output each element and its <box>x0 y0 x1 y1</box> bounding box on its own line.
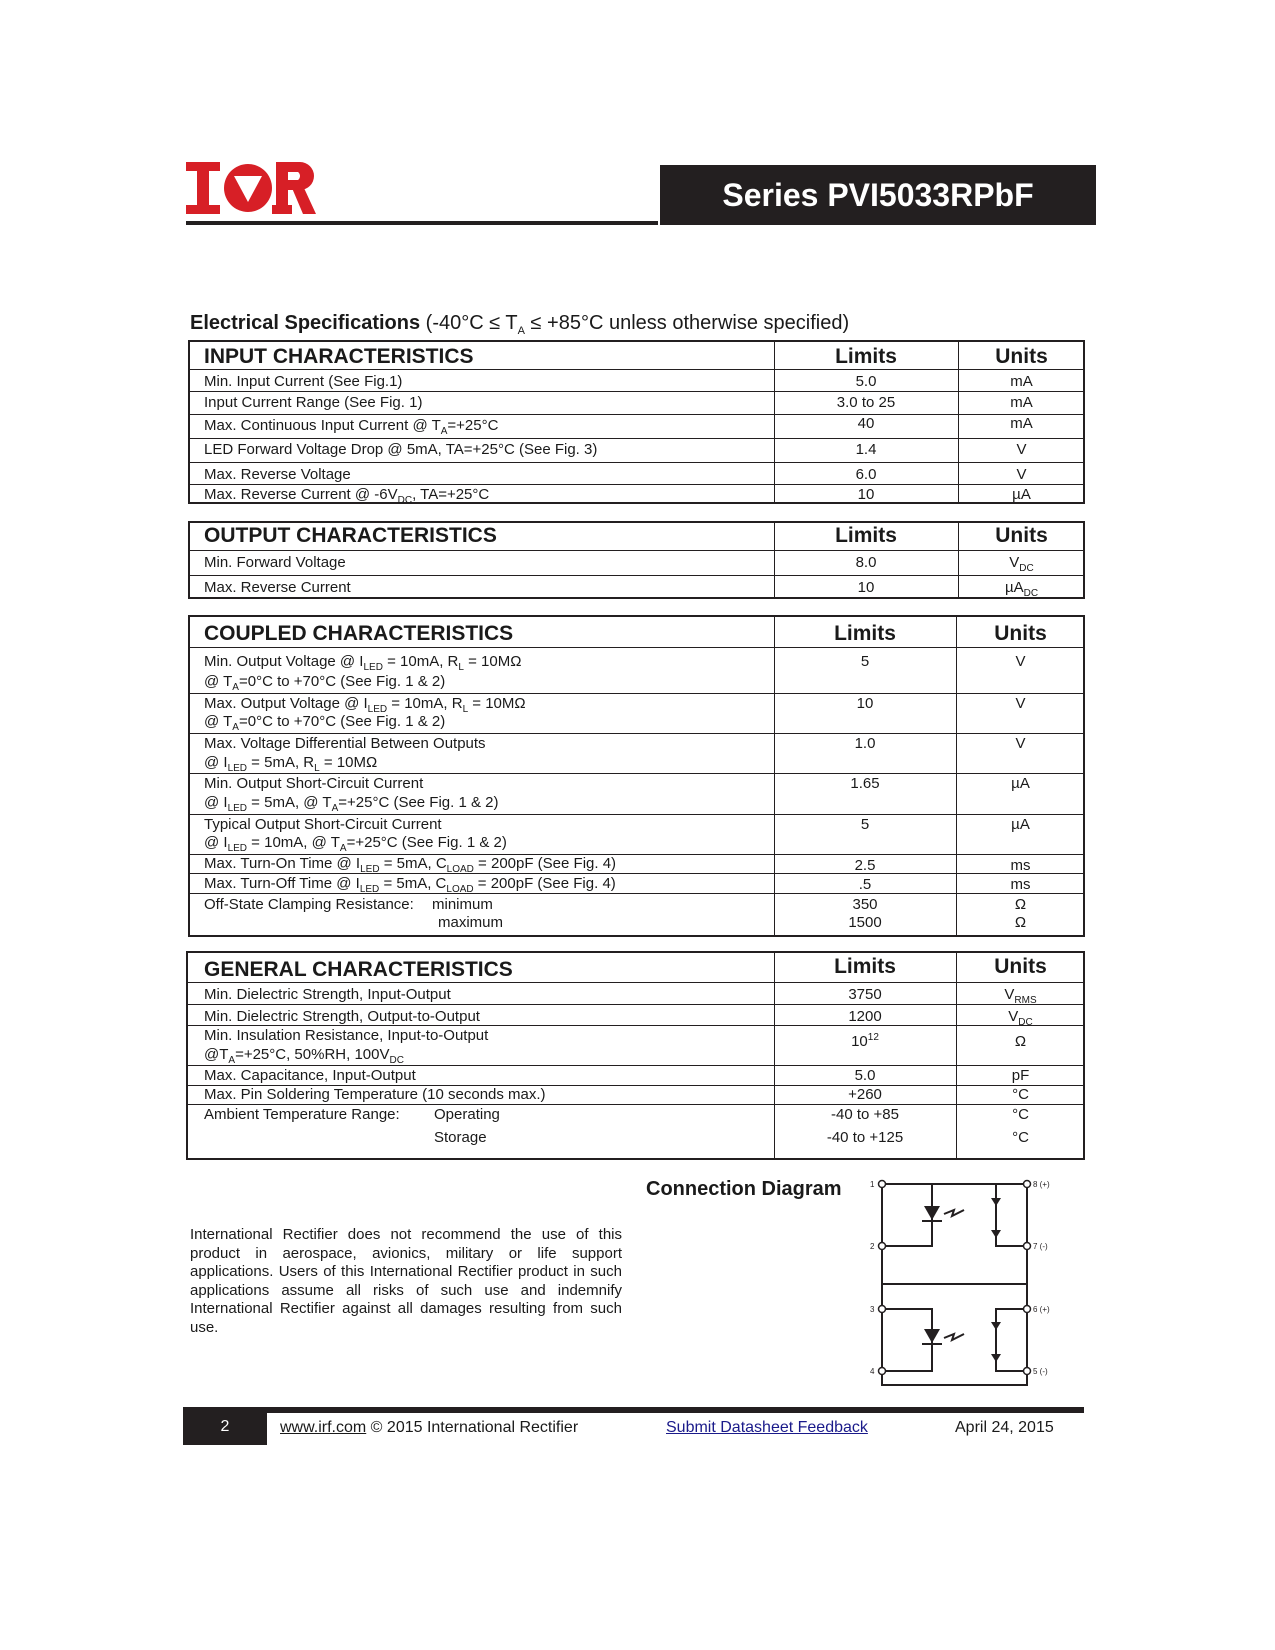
output-heading: OUTPUT CHARACTERISTICS <box>204 524 497 547</box>
general-limit: 5.0 <box>854 1067 876 1084</box>
input-unit: mA <box>1010 373 1033 390</box>
input-limits-header: Limits <box>835 345 897 368</box>
general-param-operating: Operating <box>434 1106 500 1123</box>
coupled-limit: 2.5 <box>854 857 876 874</box>
disclaimer-text: International Rectifier does not recommend the use of this product in aerospace, avionics, military or life support applications. Users of this International Rectifier product in such applications assume all risks of such use and indemnify International Rectifier against all damages resulting from such use. <box>190 1226 622 1336</box>
coupled-limit: 1.65 <box>850 775 880 792</box>
general-limit: +260 <box>848 1086 882 1103</box>
coupled-limit: .5 <box>858 876 872 893</box>
general-limit: $10^{12}$ <box>851 1032 879 1050</box>
coupled-param-line2: @ $I_{LED} = 10mA$, @ $T_A=+25^\circ C$ (See Fig. 1 & 2) <box>204 834 507 854</box>
general-limits-header: Limits <box>834 955 896 978</box>
general-characteristics-table <box>186 951 1085 1160</box>
input-unit: mA <box>1010 394 1033 411</box>
general-unit: °C <box>1012 1086 1029 1103</box>
coupled-characteristics-table <box>188 615 1085 937</box>
input-unit: V <box>1016 441 1027 458</box>
input-param: Max. Reverse Current @ $-6V_{DC}$, TA=+25°C <box>204 486 490 506</box>
output-limit: 10 <box>857 579 875 596</box>
input-param: Input Current Range (See Fig. 1) <box>204 394 423 411</box>
input-limit: 40 <box>857 415 875 432</box>
connection-diagram <box>868 1172 1073 1397</box>
coupled-param-line2: @ $I_{LED} = 5mA$, @ $T_A=+25^\circ C$ (See Fig. 1 & 2) <box>204 794 499 814</box>
input-units-header: Units <box>995 345 1048 368</box>
input-limit: 5.0 <box>855 373 877 390</box>
output-characteristics-table <box>188 521 1085 599</box>
coupled-limits-header: Limits <box>834 622 896 645</box>
coupled-unit: µA <box>1011 816 1030 833</box>
coupled-limit-2: 1500 <box>848 914 882 931</box>
copyright-text: © 2015 International Rectifier <box>366 1419 579 1436</box>
coupled-limit: 10 <box>856 695 874 712</box>
output-limit: 8.0 <box>855 554 877 571</box>
general-limit: -40 to +85 <box>831 1106 899 1123</box>
input-characteristics-table <box>188 340 1085 504</box>
general-param: Min. Dielectric Strength, Output-to-Output <box>204 1008 480 1025</box>
spec-condition-sub: A <box>517 325 525 337</box>
coupled-unit: Ω <box>1014 896 1027 913</box>
pin-label: 6 (+) <box>1033 1305 1050 1314</box>
coupled-param: Max. Output Voltage @ $I_{LED} = 10mA$, $R_L = 10M\Omega$ <box>204 695 526 715</box>
spec-condition-end: ≤ +85°C unless otherwise specified) <box>524 312 850 334</box>
input-limit: 10 <box>857 486 875 503</box>
input-param: Min. Input Current (See Fig.1) <box>204 373 403 390</box>
general-unit: $V_{RMS}$ <box>1004 986 1037 1006</box>
general-limit-2: -40 to +125 <box>826 1129 904 1146</box>
input-unit: V <box>1016 466 1027 483</box>
footer-rule <box>183 1407 1084 1413</box>
coupled-unit: µA <box>1011 775 1030 792</box>
coupled-unit: V <box>1015 695 1026 712</box>
spec-title <box>190 312 849 337</box>
general-limit: 1200 <box>848 1008 882 1025</box>
input-param: LED Forward Voltage Drop @ 5mA, TA=+25°C (See Fig. 3) <box>204 441 598 458</box>
coupled-unit-2: Ω <box>1014 914 1027 931</box>
coupled-limit: 1.0 <box>854 735 876 752</box>
general-unit: °C <box>1012 1106 1029 1123</box>
pin-label: 5 (-) <box>1033 1367 1048 1376</box>
input-limit: 3.0 to 25 <box>836 394 896 411</box>
coupled-limit: 5 <box>860 653 870 670</box>
pin-label: 7 (-) <box>1033 1242 1048 1251</box>
general-param-storage: Storage <box>434 1129 487 1146</box>
coupled-param-maximum: maximum <box>438 914 504 931</box>
input-unit: mA <box>1010 415 1033 432</box>
coupled-unit: ms <box>1010 857 1031 874</box>
coupled-limit: 5 <box>860 816 870 833</box>
coupled-param: Min. Output Voltage @ $I_{LED} = 10mA$, $R_L = 10M\Omega$ <box>204 653 522 673</box>
input-heading: INPUT CHARACTERISTICS <box>204 345 474 368</box>
output-unit: $V_{DC}$ <box>1009 554 1034 574</box>
general-param: Ambient Temperature Range: <box>204 1106 400 1123</box>
ir-logo <box>186 160 316 218</box>
general-param: Min. Insulation Resistance, Input-to-Output <box>204 1027 489 1044</box>
input-limit: 1.4 <box>855 441 877 458</box>
input-unit: µA <box>1012 486 1031 503</box>
coupled-param-line2: @ $T_A=0^\circ C$ to +70°C (See Fig. 1 & 2) <box>204 713 446 733</box>
coupled-unit: V <box>1015 653 1026 670</box>
website-link[interactable]: www.irf.com <box>280 1419 367 1436</box>
general-unit: $V_{DC}$ <box>1008 1008 1033 1028</box>
pin-label: 4 <box>870 1367 875 1376</box>
general-unit: Ω <box>1014 1033 1027 1050</box>
general-param-line2: $@T_A=+25^\circ C$, 50%RH, $100V_{DC}$ <box>204 1046 404 1066</box>
input-limit: 6.0 <box>855 466 877 483</box>
input-param: Max. Continuous Input Current @ $T_A=+25^\circ C$ <box>204 417 499 437</box>
coupled-param-minimum: minimum <box>432 896 493 913</box>
general-unit-2: °C <box>1012 1129 1029 1146</box>
input-param: Max. Reverse Voltage <box>204 466 351 483</box>
connection-diagram-title: Connection Diagram <box>646 1178 842 1200</box>
output-param: Min. Forward Voltage <box>204 554 346 571</box>
coupled-param-line2: @ $T_A=0^\circ C$ to +70°C (See Fig. 1 & 2) <box>204 673 446 693</box>
coupled-param: Typical Output Short-Circuit Current <box>204 816 442 833</box>
pin-label: 8 (+) <box>1033 1180 1050 1189</box>
coupled-heading: COUPLED CHARACTERISTICS <box>204 622 514 645</box>
general-param: Max. Pin Soldering Temperature (10 seconds max.) <box>204 1086 546 1103</box>
spec-condition: (-40°C ≤ T <box>425 312 518 334</box>
coupled-param: Max. Voltage Differential Between Outputs <box>204 735 486 752</box>
general-unit: pF <box>1011 1067 1030 1084</box>
pin-label: 3 <box>870 1305 875 1314</box>
output-limits-header: Limits <box>835 524 897 547</box>
general-limit: 3750 <box>848 986 882 1003</box>
page-number: 2 <box>183 1407 267 1445</box>
coupled-unit: V <box>1015 735 1026 752</box>
coupled-param: Max. Turn-Off Time @ $I_{LED} = 5mA$, $C_{LOAD} = 200pF$ (See Fig. 4) <box>204 875 616 895</box>
general-param: Min. Dielectric Strength, Input-Output <box>204 986 451 1003</box>
coupled-param: Max. Turn-On Time @ $I_{LED} = 5mA$, $C_{LOAD} = 200pF$ (See Fig. 4) <box>204 855 617 875</box>
coupled-unit: ms <box>1010 876 1031 893</box>
coupled-param-line2: @ $I_{LED} = 5mA$, $R_L = 10M\Omega$ <box>204 754 378 774</box>
series-title: Series PVI5033RPbF <box>660 165 1096 225</box>
submit-feedback-link[interactable]: Submit Datasheet Feedback <box>666 1419 868 1436</box>
coupled-units-header: Units <box>994 622 1047 645</box>
output-unit: µA$_{DC}$ <box>1004 579 1039 599</box>
coupled-param: Off-State Clamping Resistance: <box>204 896 414 913</box>
general-heading: GENERAL CHARACTERISTICS <box>204 958 513 981</box>
output-param: Max. Reverse Current <box>204 579 351 596</box>
pin-label: 1 <box>870 1180 875 1189</box>
footer-copyright <box>280 1419 578 1437</box>
general-units-header: Units <box>994 955 1047 978</box>
output-units-header: Units <box>995 524 1048 547</box>
header-rule <box>186 221 658 225</box>
pin-label: 2 <box>870 1242 875 1251</box>
spec-title-bold: Electrical Specifications <box>190 312 421 334</box>
coupled-limit: 350 <box>852 896 878 913</box>
footer-date: April 24, 2015 <box>955 1419 1054 1436</box>
coupled-param: Min. Output Short-Circuit Current <box>204 775 424 792</box>
general-param: Max. Capacitance, Input-Output <box>204 1067 416 1084</box>
